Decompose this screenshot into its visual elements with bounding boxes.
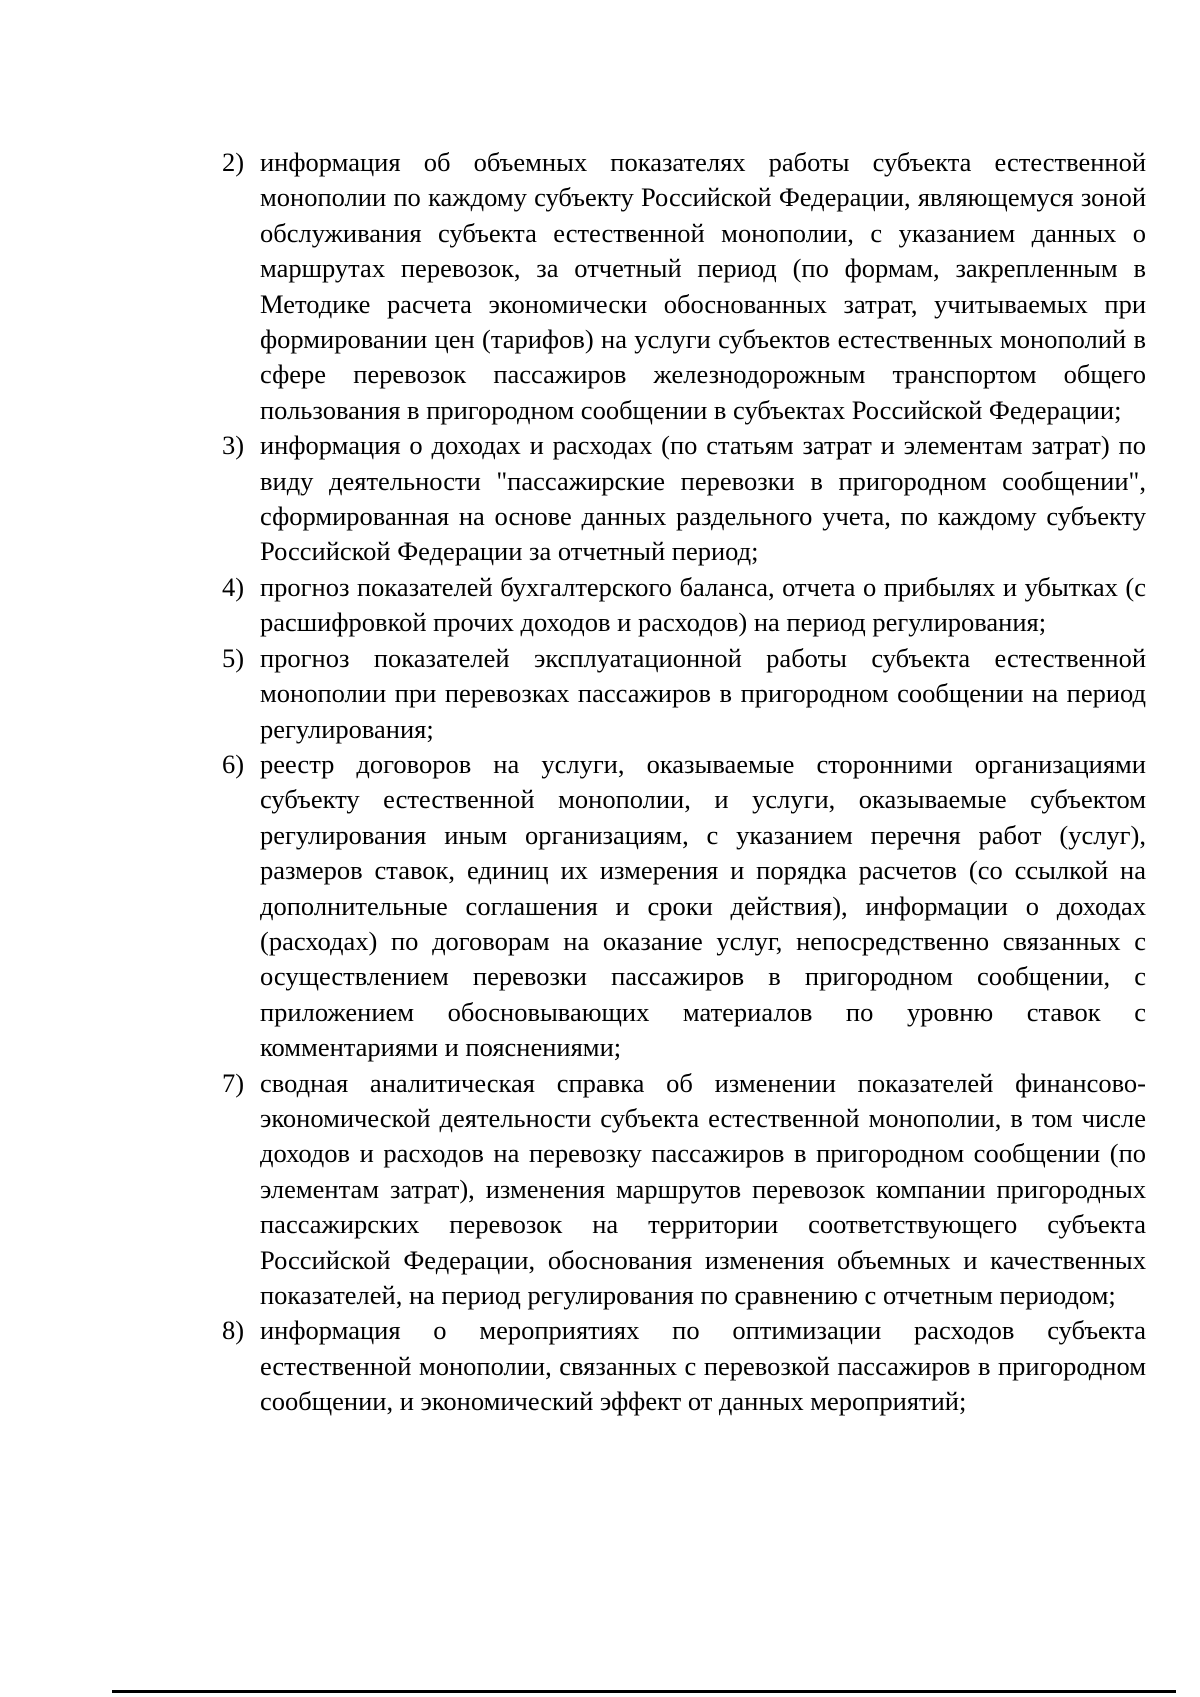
list-item-2	[222, 145, 1146, 428]
item-text: прогноз показателей эксплуатационной работы субъекта естественной монополии при перевозках пассажиров в пригородном сообщении на период регулирования;	[260, 642, 1146, 744]
numbered-list	[222, 145, 1146, 1420]
item-number: 6)	[222, 748, 245, 779]
item-text: информация о доходах и расходах (по статьям затрат и элементам затрат) по виду деятельности "пассажирские перевозки в пригородном сообщении", сформированная на основе данных раздельного учета, по каждому субъекту Российской Федерации за отчетный период;	[260, 430, 1146, 567]
item-text: информация о мероприятиях по оптимизации расходов субъекта естественной монополии, связанных с перевозкой пассажиров в пригородном сообщении, и экономический эффект от данных мероприятий;	[260, 1315, 1146, 1417]
footer-rule	[112, 1690, 1176, 1693]
item-number: 4)	[222, 571, 245, 602]
list-item-4	[222, 570, 1146, 641]
list-item-6	[222, 747, 1146, 1066]
list-item-3	[222, 428, 1146, 570]
item-text: прогноз показателей бухгалтерского баланса, отчета о прибылях и убытках (с расшифровкой прочих доходов и расходов) на период регулирования;	[260, 571, 1146, 638]
item-text: сводная аналитическая справка об изменении показателей финансово-экономической деятельности субъекта естественной монополии, в том числе доходов и расходов на перевозку пассажиров в пригородном сообщении (по элементам затрат), изменения маршрутов перевозок компании пригородных пассажирских перевозок на территории соответствующего субъекта Российской Федерации, обоснования изменения объемных и качественных показателей, на период регулирования по сравнению с отчетным периодом;	[260, 1067, 1146, 1310]
list-item-8	[222, 1313, 1146, 1419]
item-number: 8)	[222, 1315, 245, 1346]
item-number: 7)	[222, 1067, 245, 1098]
item-number: 2)	[222, 147, 245, 177]
item-number: 3)	[222, 430, 245, 461]
item-number: 5)	[222, 642, 245, 673]
list-item-5	[222, 641, 1146, 747]
item-text: информация об объемных показателях работы субъекта естественной монополии по каждому субъекту Российской Федерации, являющемуся зоной обслуживания субъекта естественной монополии, с указанием данных о маршрутах перевозок, за отчетный период (по формам, закрепленным в Методике расчета экономически обоснованных затрат, учитываемых при формировании цен (тарифов) на услуги субъектов естественных монополий в сфере перевозок пассажиров железнодорожным транспортом общего пользования в пригородном сообщении в субъектах Российской Федерации;	[260, 147, 1146, 425]
item-text: реестр договоров на услуги, оказываемые сторонними организациями субъекту естественной монополии, и услуги, оказываемые субъектом регулирования иным организациям, с указанием перечня работ (услуг), размеров ставок, единиц их измерения и порядка расчетов (со ссылкой на дополнительные соглашения и сроки действия), информации о доходах (расходах) по договорам на оказание услуг, непосредственно связанных с осуществлением перевозки пассажиров в пригородном сообщении, с приложением обосновывающих материалов по уровню ставок с комментариями и пояснениями;	[260, 748, 1146, 1063]
list-item-7	[222, 1066, 1146, 1314]
